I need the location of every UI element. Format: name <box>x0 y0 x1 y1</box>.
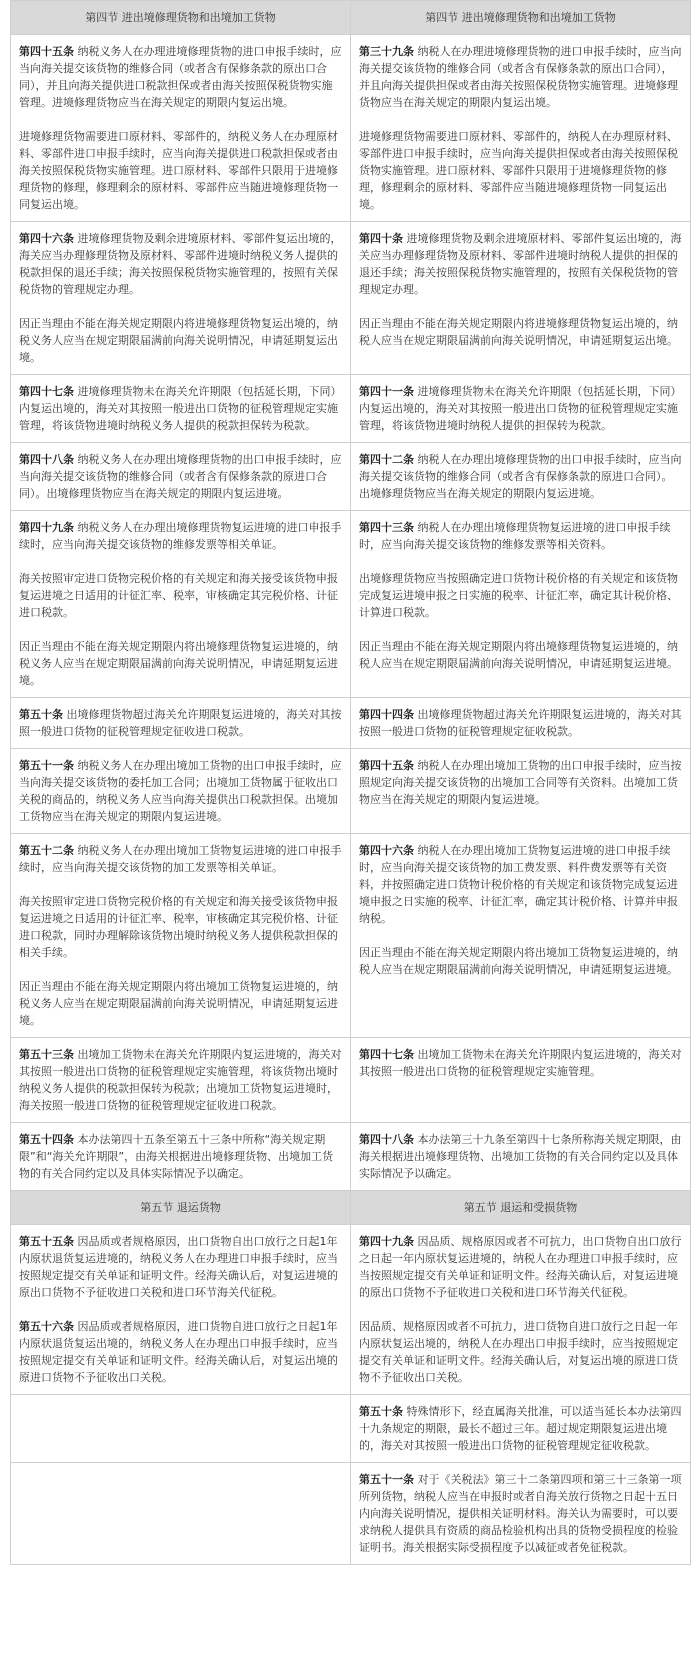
new-provision-cell <box>351 1395 691 1463</box>
article-text: 纳税义务人在办理出境加工货物的出口申报手续时，应当向海关提交该货物的委托加工合同；出境加工货物属于征收出口关税的商品的，纳税义务人应当向海关提供出口税款担保。出境加工货物应当在海关规定的期限内复运进境。 <box>19 759 342 823</box>
article-text: 本办法第四十五条至第五十三条中所称“海关规定期限”和“海关允许期限”，由海关根据进出境修理货物、出境加工货物的有关合同约定以及具体实际情况予以确定。 <box>19 1133 334 1180</box>
provision-paragraph <box>19 1131 342 1182</box>
article-text: 海关按照审定进口货物完税价格的有关规定和海关接受该货物申报复运进境之日适用的计征汇率、税率，审核确定其完税价格、计征进口税款。 <box>19 572 338 619</box>
section-header-row <box>11 1191 691 1225</box>
article-text: 纳税义务人在办理出境加工货物复运进境的进口申报手续时，应当向海关提交该货物的加工发票等相关单证。 <box>19 844 342 874</box>
new-provision-cell <box>351 834 691 1038</box>
provision-paragraph <box>359 383 682 434</box>
article-number: 第四十九条 <box>19 521 74 534</box>
new-provision-cell <box>351 1225 691 1395</box>
provision-row <box>11 1038 691 1123</box>
new-provision-cell <box>351 443 691 511</box>
article-number: 第四十八条 <box>359 1133 414 1146</box>
provision-paragraph <box>359 43 682 111</box>
new-provision-cell <box>351 1463 691 1565</box>
provision-row <box>11 222 691 375</box>
article-text: 进境修理货物未在海关允许期限（包括延长期，下同）内复运出境的，海关对其按照一般进出口货物的征税管理规定实施管理，将该货物进境时纳税义务人提供的税款担保转为税款。 <box>19 385 342 432</box>
new-provision-cell <box>351 1038 691 1123</box>
paragraph-gap <box>19 553 342 570</box>
article-text: 出境加工货物未在海关允许期限内复运进境的，海关对其按照一般进出口货物的征税管理规定实施管理，将该货物出境时纳税义务人提供的税款担保转为税款；出境加工货物复运进境时，海关按照一般进口货物的征税管理规定征收进口税款。 <box>19 1048 342 1112</box>
paragraph-gap <box>359 298 682 315</box>
paragraph-gap <box>19 961 342 978</box>
new-provision-cell <box>351 1123 691 1191</box>
article-number: 第五十一条 <box>19 759 74 772</box>
section-header-row <box>11 1 691 35</box>
provision-paragraph <box>19 451 342 502</box>
provision-paragraph <box>19 638 342 689</box>
article-text: 出境修理货物应当按照确定进口货物计税价格的有关规定和该货物完成复运进境申报之日实施的税率、计征汇率，确定其计税价格、计算进口税款。 <box>359 572 678 619</box>
article-text: 对于《关税法》第三十二条第四项和第三十三条第一项所列货物，纳税人应当在申报时或者自海关放行货物之日起十五日内向海关说明情况，提供相关证明材料。海关认为需要时，可以要求纳税人提供具有资质的商品检验机构出具的货物受损程度的检验证明书。海关根据实际受损程度予以减征或者免征税款。 <box>359 1473 682 1554</box>
article-text: 进境修理货物及剩余进境原材料、零部件复运出境的，海关应当办理修理货物及原材料、零部件进境时纳税义务人提供的税款担保的退还手续；海关按照保税货物实施管理的，按照有关保税货物的管理规定办理。 <box>19 232 342 296</box>
provision-paragraph <box>19 315 342 366</box>
provision-paragraph <box>359 570 682 621</box>
article-number: 第五十六条 <box>19 1320 74 1333</box>
article-text: 纳税人在办理出境修理货物的出口申报手续时，应当向海关提交该货物的维修合同（或者含有保修条款的原进口合同）。出境修理货物应当在海关规定的期限内复运进境。 <box>359 453 682 500</box>
provision-row <box>11 834 691 1038</box>
article-text: 因正当理由不能在海关规定期限内将出境加工货物复运进境的，纳税义务人应当在规定期限届满前向海关说明情况，申请延期复运进境。 <box>19 980 338 1027</box>
old-provision-cell <box>11 1038 351 1123</box>
provision-paragraph <box>359 315 682 349</box>
article-number: 第四十七条 <box>19 385 74 398</box>
provision-paragraph <box>19 1318 342 1386</box>
old-provision-cell <box>11 443 351 511</box>
provision-paragraph <box>359 1318 682 1386</box>
paragraph-gap <box>19 1301 342 1318</box>
article-text: 出境修理货物超过海关允许期限复运进境的，海关对其按照一般进口货物的征税管理规定征收进口税款。 <box>19 708 342 738</box>
article-number: 第四十八条 <box>19 453 74 466</box>
article-number: 第四十五条 <box>19 45 74 58</box>
provision-row <box>11 35 691 222</box>
article-number: 第五十条 <box>359 1405 403 1418</box>
article-number: 第四十三条 <box>359 521 414 534</box>
provision-row <box>11 511 691 698</box>
old-provision-cell <box>11 511 351 698</box>
paragraph-gap <box>359 927 682 944</box>
article-text: 纳税人在办理出境修理货物复运进境的进口申报手续时，应当向海关提交该货物的维修发票等相关资料。 <box>359 521 671 551</box>
paragraph-gap <box>359 621 682 638</box>
article-text: 纳税义务人在办理出境修理货物复运进境的进口申报手续时，应当向海关提交该货物的维修发票等相关单证。 <box>19 521 342 551</box>
provision-paragraph <box>359 1131 682 1182</box>
old-provision-cell <box>11 35 351 222</box>
provision-row <box>11 375 691 443</box>
new-provision-cell <box>351 698 691 749</box>
article-text: 进境修理货物需要进口原材料、零部件的，纳税义务人在办理原材料、零部件进口申报手续时，应当向海关提供进口税款担保或者由海关按照保税货物实施管理。进口原材料、零部件只限用于进境修理货物的修理，修理剩余的原材料、零部件应当随进境修理货物一同复运出境。 <box>19 130 338 211</box>
provision-paragraph <box>19 1046 342 1114</box>
new-provision-cell <box>351 511 691 698</box>
old-provision-cell <box>11 222 351 375</box>
paragraph-gap <box>19 876 342 893</box>
section-4-header-old: 第四节 进出境修理货物和出境加工货物 <box>11 1 351 35</box>
article-number: 第四十条 <box>359 232 403 245</box>
provision-paragraph <box>19 978 342 1029</box>
article-text: 因正当理由不能在海关规定期限内将出境修理货物复运进境的，纳税义务人应当在规定期限届满前向海关说明情况，申请延期复运进境。 <box>19 640 338 687</box>
article-text: 因正当理由不能在海关规定期限内将出境加工货物复运进境的，纳税人应当在规定期限届满前向海关说明情况，申请延期复运进境。 <box>359 946 678 976</box>
old-provision-cell <box>11 1123 351 1191</box>
new-provision-cell <box>351 375 691 443</box>
paragraph-gap <box>19 621 342 638</box>
article-number: 第四十七条 <box>359 1048 414 1061</box>
old-provision-cell <box>11 1395 351 1463</box>
article-text: 因品质或者规格原因，进口货物自进口放行之日起1年内原状退货复运出境的，纳税义务人在办理出口申报手续时，应当按照规定提交有关单证和证明文件。经海关确认后，对复运出境的原进口货物不予征收出口关税。 <box>19 1320 338 1384</box>
article-text: 海关按照审定进口货物完税价格的有关规定和海关接受该货物申报复运进境之日适用的计征汇率、税率，审核确定其完税价格、计征进口税款，同时办理解除该货物出境时纳税义务人提供税款担保的相关手续。 <box>19 895 338 959</box>
paragraph-gap <box>359 111 682 128</box>
article-number: 第五十二条 <box>19 844 74 857</box>
article-text: 因正当理由不能在海关规定期限内将进境修理货物复运出境的，纳税义务人应当在规定期限届满前向海关说明情况，申请延期复运出境。 <box>19 317 338 364</box>
article-text: 出境加工货物未在海关允许期限内复运进境的，海关对其按照一般进出口货物的征税管理规定实施管理。 <box>359 1048 682 1078</box>
provision-paragraph <box>19 383 342 434</box>
provision-paragraph <box>359 519 682 553</box>
provision-paragraph <box>359 1233 682 1301</box>
provision-row <box>11 698 691 749</box>
provision-paragraph <box>359 1471 682 1556</box>
article-text: 因品质、规格原因或者不可抗力，出口货物自出口放行之日起一年内原状复运进境的，纳税人在办理进口申报手续时，应当按照规定提交有关单证和证明文件。经海关确认后，对复运进境的原出口货物不予征收进口关税和进口环节海关代征税。 <box>359 1235 682 1299</box>
article-number: 第五十一条 <box>359 1473 414 1486</box>
article-number: 第四十四条 <box>359 708 414 721</box>
article-number: 第五十五条 <box>19 1235 74 1248</box>
provision-paragraph <box>19 43 342 111</box>
provision-row <box>11 1123 691 1191</box>
article-text: 纳税人在办理出境加工货物复运进境的进口申报手续时，应当向海关提交该货物的加工费发票、料件费发票等有关资料，并按照确定进口货物计税价格的有关规定和该货物完成复运进境申报之日实施的税率、计征汇率，确定其计税价格、计算并申报纳税。 <box>359 844 678 925</box>
new-provision-cell <box>351 35 691 222</box>
provision-paragraph <box>359 451 682 502</box>
paragraph-gap <box>19 298 342 315</box>
article-text: 本办法第三十九条至第四十七条所称海关规定期限，由海关根据进出境修理货物、出境加工货物的有关合同约定以及具体实际情况予以确定。 <box>359 1133 682 1180</box>
new-provision-cell <box>351 222 691 375</box>
provision-paragraph <box>19 757 342 825</box>
article-text: 因品质、规格原因或者不可抗力，进口货物自进口放行之日起一年内原状复运出境的，纳税人在办理出口申报手续时，应当按照规定提交有关单证和证明文件。经海关确认后，对复运出境的原进口货物不予征收出口关税。 <box>359 1320 678 1384</box>
provision-row <box>11 749 691 834</box>
article-text: 纳税义务人在办理进境修理货物的进口申报手续时，应当向海关提交该货物的维修合同（或者含有保修条款的原出口合同），并且向海关提供进口税款担保或者由海关按照保税货物实施管理。进境修理货物应当在海关规定的期限内复运出境。 <box>19 45 342 109</box>
article-number: 第五十条 <box>19 708 63 721</box>
section-5-header-new: 第五节 退运和受损货物 <box>351 1191 691 1225</box>
provision-paragraph <box>359 1403 682 1454</box>
article-number: 第四十九条 <box>359 1235 414 1248</box>
article-text: 纳税人在办理进境修理货物的进口申报手续时，应当向海关提交该货物的维修合同（或者含有保修条款的原出口合同），并且向海关提供担保或者由海关按照保税货物实施管理。进境修理货物应当在海关规定的期限内复运出境。 <box>359 45 682 109</box>
article-number: 第五十四条 <box>19 1133 74 1146</box>
article-text: 因品质或者规格原因，出口货物自出口放行之日起1年内原状退货复运进境的，纳税义务人在办理进口申报手续时，应当按照规定提交有关单证和证明文件。经海关确认后，对复运进境的原出口货物不予征收进口关税和进口环节海关代征税。 <box>19 1235 338 1299</box>
old-provision-cell <box>11 375 351 443</box>
old-provision-cell <box>11 1463 351 1565</box>
old-provision-cell <box>11 749 351 834</box>
article-text: 纳税义务人在办理出境修理货物的出口申报手续时，应当向海关提交该货物的维修合同（或者含有保修条款的原进口合同）。出境修理货物应当在海关规定的期限内复运进境。 <box>19 453 342 500</box>
article-text: 因正当理由不能在海关规定期限内将出境修理货物复运进境的，纳税人应当在规定期限届满前向海关说明情况，申请延期复运进境。 <box>359 640 678 670</box>
comparison-table <box>10 0 691 1565</box>
provision-paragraph <box>359 944 682 978</box>
old-provision-cell <box>11 834 351 1038</box>
provision-row <box>11 1463 691 1565</box>
new-provision-cell <box>351 749 691 834</box>
provision-row <box>11 443 691 511</box>
article-number: 第四十五条 <box>359 759 414 772</box>
paragraph-gap <box>359 1301 682 1318</box>
provision-paragraph <box>19 570 342 621</box>
old-provision-cell <box>11 698 351 749</box>
article-text: 因正当理由不能在海关规定期限内将进境修理货物复运出境的，纳税人应当在规定期限届满前向海关说明情况，申请延期复运出境。 <box>359 317 678 347</box>
old-provision-cell <box>11 1225 351 1395</box>
provision-paragraph <box>359 757 682 808</box>
provision-paragraph <box>19 230 342 298</box>
provision-paragraph <box>359 706 682 740</box>
provision-paragraph <box>19 842 342 876</box>
provision-paragraph <box>19 893 342 961</box>
article-text: 进境修理货物及剩余进境原材料、零部件复运出境的，海关应当办理修理货物及原材料、零部件进境时纳税人提供的担保的退还手续；海关按照保税货物实施管理的，按照有关保税货物的管理规定办理。 <box>359 232 682 296</box>
provision-row <box>11 1225 691 1395</box>
article-text: 进境修理货物需要进口原材料、零部件的，纳税人在办理原材料、零部件进口申报手续时，应当向海关提供担保或者由海关按照保税货物实施管理。进口原材料、零部件只限用于进境修理货物的修理，修理剩余的原材料、零部件应当随进境修理货物一同复运出境。 <box>359 130 678 211</box>
article-number: 第四十六条 <box>359 844 414 857</box>
section-4-header-new: 第四节 进出境修理货物和出境加工货物 <box>351 1 691 35</box>
article-number: 第四十六条 <box>19 232 74 245</box>
provision-paragraph <box>359 842 682 927</box>
provision-paragraph <box>359 638 682 672</box>
article-text: 纳税人在办理出境加工货物的出口申报手续时，应当按照规定向海关提交该货物的出境加工合同等有关资料。出境加工货物应当在海关规定的期限内复运进境。 <box>359 759 682 806</box>
provision-paragraph <box>19 706 342 740</box>
article-text: 特殊情形下，经直属海关批准，可以适当延长本办法第四十九条规定的期限，最长不超过三年。超过规定期限复运进出境的，海关对其按照一般进出口货物的征税管理规定征收税款。 <box>359 1405 682 1452</box>
provision-paragraph <box>19 1233 342 1301</box>
section-5-header-old: 第五节 退运货物 <box>11 1191 351 1225</box>
article-number: 第四十二条 <box>359 453 414 466</box>
article-text: 出境修理货物超过海关允许期限复运进境的，海关对其按照一般进口货物的征税管理规定征收税款。 <box>359 708 682 738</box>
provision-paragraph <box>359 230 682 298</box>
article-number: 第四十一条 <box>359 385 414 398</box>
provision-row <box>11 1395 691 1463</box>
article-text: 进境修理货物未在海关允许期限（包括延长期，下同）内复运出境的，海关对其按照一般进出口货物的征税管理规定实施管理，将该货物进境时纳税人提供的担保转为税款。 <box>359 385 682 432</box>
provision-paragraph <box>359 1046 682 1080</box>
article-number: 第五十三条 <box>19 1048 74 1061</box>
provision-paragraph <box>19 128 342 213</box>
paragraph-gap <box>19 111 342 128</box>
paragraph-gap <box>359 553 682 570</box>
article-number: 第三十九条 <box>359 45 414 58</box>
provision-paragraph <box>19 519 342 553</box>
provision-paragraph <box>359 128 682 213</box>
